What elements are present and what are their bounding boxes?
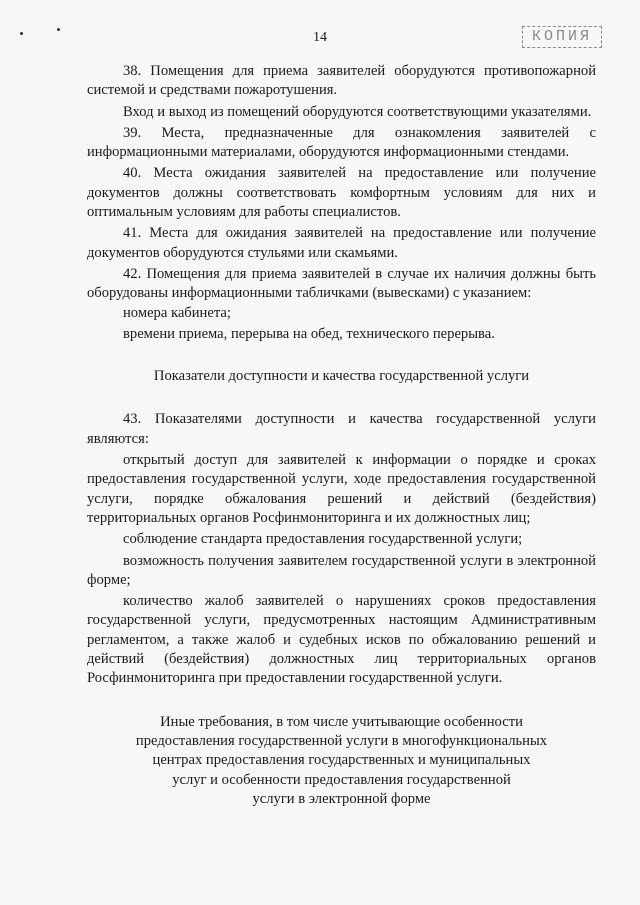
section-heading-other-requirements: [87, 713, 596, 809]
paragraph-40: 40. Места ожидания заявителей на предоставление или получение документов должны соответствовать комфортным условиям для них и оптимальным условиям для работы специалистов.: [87, 165, 596, 221]
paragraph-43-complaints: количество жалоб заявителей о нарушениях сроков предоставления государственной услуги, предусмотренных настоящим Административным регламентом, а также жалоб и судебных исков по обжалованию решений и действий (бездействия) должностных лиц территориальных органов Росфинмониторинга при предоставлении государственной услуги.: [87, 593, 596, 687]
paragraph-39: 39. Места, предназначенные для ознакомления заявителей с информационными материалами, оборудуются информационными стендами.: [87, 124, 596, 161]
heading-line: предоставления государственной услуги в многофункциональных: [135, 732, 548, 749]
page-number: 14: [313, 30, 327, 45]
copy-stamp: КОПИЯ: [522, 26, 602, 48]
paragraph-43: 43. Показателями доступности и качества государственной услуги являются:: [87, 411, 596, 447]
paragraph-38: 38. Помещения для приема заявителей оборудуются противопожарной системой и средствами пожаротушения.: [87, 63, 596, 99]
heading-line: центрах предоставления государственных и муниципальных: [152, 752, 531, 769]
heading-line: услуг и особенности предоставления государственной: [172, 771, 511, 788]
paragraph-42-reception-time: времени приема, перерыва на обед, технического перерыва.: [123, 325, 495, 342]
document-body: [87, 62, 596, 809]
section-heading-accessibility: Показатели доступности и качества государственной услуги: [153, 368, 530, 385]
heading-line: Иные требования, в том числе учитывающие особенности: [160, 713, 523, 730]
paragraph-41: 41. Места для ожидания заявителей на предоставление или получение документов оборудуются стульями или скамьями.: [87, 225, 596, 261]
paragraph-43-electronic: возможность получения заявителем государственной услуги в электронной форме;: [87, 552, 596, 588]
heading-line: услуги в электронной форме: [252, 790, 431, 807]
paragraph-42: 42. Помещения для приема заявителей в случае их наличия должны быть оборудованы информационными табличками (вывесками) с указанием:: [87, 265, 596, 302]
paragraph-42-room-number: номера кабинета;: [123, 304, 231, 321]
paragraph-43-standard: соблюдение стандарта предоставления государственной услуги;: [123, 531, 523, 548]
paragraph-38-entrance: Вход и выход из помещений оборудуются соответствующими указателями.: [123, 103, 592, 120]
paragraph-43-open-access: открытый доступ для заявителей к информации о порядке и сроках предоставления государственной услуги, ходе предоставления государственной услуги, порядке обжалования решений и действий (бездействия) территориальных органов Росфинмониторинга и их должностных лиц;: [87, 452, 596, 526]
